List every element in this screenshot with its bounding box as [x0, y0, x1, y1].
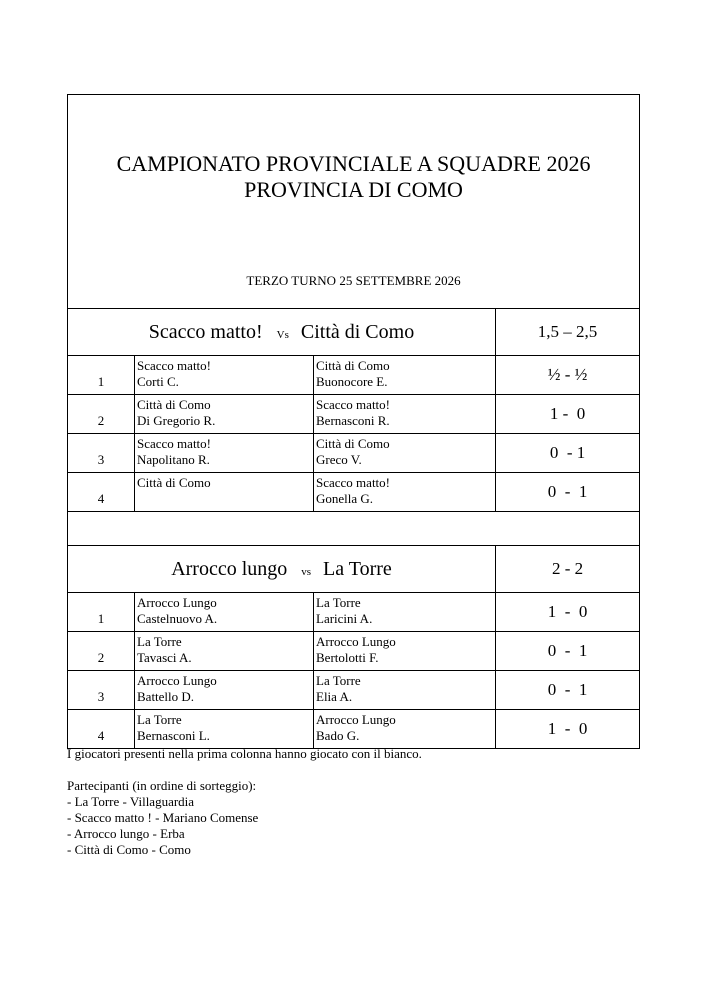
black-team: La Torre	[316, 673, 361, 688]
white-team: Città di Como	[137, 475, 211, 490]
page-title	[68, 151, 639, 203]
away-team: Città di Como	[300, 320, 415, 343]
board-row	[68, 632, 640, 671]
board-row	[68, 356, 640, 395]
match-header-1	[68, 309, 640, 356]
participant-item: - Arrocco lungo - Erba	[67, 826, 185, 841]
white-team: La Torre	[137, 634, 182, 649]
white-cell	[135, 671, 314, 710]
board-number: 2	[97, 650, 105, 665]
board-result: 0 - 1	[496, 473, 640, 512]
black-player: Bernasconi R.	[316, 413, 390, 428]
vs-label: vs	[301, 565, 312, 578]
white-team: Scacco matto!	[137, 436, 211, 451]
white-team: La Torre	[137, 712, 182, 727]
board-result: ½ - ½	[496, 356, 640, 395]
away-team: La Torre	[323, 557, 392, 580]
black-team: Città di Como	[316, 358, 390, 373]
board-number: 3	[97, 452, 105, 467]
white-player: Bernasconi L.	[137, 728, 210, 743]
participant-item: - Scacco matto ! - Mariano Comense	[67, 810, 259, 825]
white-player: Di Gregorio R.	[137, 413, 216, 428]
white-color-note: I giocatori presenti nella prima colonna hanno giocato con il bianco.	[67, 746, 422, 761]
white-team: Arrocco Lungo	[137, 595, 217, 610]
board-result: 0 - 1	[496, 671, 640, 710]
white-player: Corti C.	[137, 374, 179, 389]
black-cell	[314, 710, 496, 749]
board-result: 1 - 0	[496, 710, 640, 749]
participant-item: - La Torre - Villaguardia	[67, 794, 195, 809]
black-cell	[314, 395, 496, 434]
board-row	[68, 710, 640, 749]
spacer-row	[68, 512, 640, 546]
board-result: 0 - 1	[496, 434, 640, 473]
black-player: Greco V.	[316, 452, 362, 467]
board-number: 2	[97, 413, 105, 428]
board-result: 0 - 1	[496, 632, 640, 671]
board-result: 1 - 0	[496, 593, 640, 632]
black-cell	[314, 434, 496, 473]
white-team: Scacco matto!	[137, 358, 211, 373]
black-cell	[314, 356, 496, 395]
black-team: Città di Como	[316, 436, 390, 451]
white-cell	[135, 632, 314, 671]
white-team: Città di Como	[137, 397, 211, 412]
black-player: Laricini A.	[316, 611, 373, 626]
board-number: 1	[97, 611, 105, 626]
black-team: Scacco matto!	[316, 397, 390, 412]
board-row	[68, 395, 640, 434]
board-result: 1 - 0	[496, 395, 640, 434]
home-team: Arrocco lungo	[171, 557, 288, 580]
black-cell	[314, 473, 496, 512]
board-row	[68, 473, 640, 512]
participants-title: Partecipanti (in ordine di sorteggio):	[67, 778, 257, 793]
black-team: Scacco matto!	[316, 475, 390, 490]
white-cell	[135, 395, 314, 434]
header-cell	[68, 95, 640, 309]
black-cell	[314, 593, 496, 632]
white-player: Battello D.	[137, 689, 195, 704]
round-date: TERZO TURNO 25 SETTEMBRE 2026	[246, 272, 461, 288]
black-player: Buonocore E.	[316, 374, 388, 389]
white-player: Castelnuovo A.	[137, 611, 218, 626]
vs-label: Vs	[276, 328, 289, 341]
board-row	[68, 434, 640, 473]
black-player: Bertolotti F.	[316, 650, 379, 665]
notes-section	[67, 746, 422, 858]
white-team: Arrocco Lungo	[137, 673, 217, 688]
white-cell	[135, 356, 314, 395]
black-player: Gonella G.	[316, 491, 374, 506]
black-team: Arrocco Lungo	[316, 634, 396, 649]
white-cell	[135, 710, 314, 749]
white-cell	[135, 434, 314, 473]
board-number: 3	[97, 689, 105, 704]
black-cell	[314, 671, 496, 710]
black-player: Elia A.	[316, 689, 353, 704]
title-line-2: PROVINCIA DI COMO	[244, 176, 463, 202]
results-table	[67, 94, 640, 749]
board-row	[68, 671, 640, 710]
black-team: Arrocco Lungo	[316, 712, 396, 727]
board-number: 4	[97, 728, 105, 743]
white-player: Napolitano R.	[137, 452, 210, 467]
white-cell	[135, 593, 314, 632]
black-cell	[314, 632, 496, 671]
results-sheet	[67, 94, 639, 749]
match-score: 1,5 – 2,5	[496, 309, 640, 356]
black-player: Bado G.	[316, 728, 360, 743]
participant-item: - Città di Como - Como	[67, 842, 191, 857]
board-number: 4	[97, 491, 105, 506]
match-teams-2	[68, 546, 496, 593]
home-team: Scacco matto!	[148, 320, 263, 343]
black-team: La Torre	[316, 595, 361, 610]
title-line-1: CAMPIONATO PROVINCIALE A SQUADRE 2026	[116, 150, 591, 176]
board-number: 1	[97, 374, 105, 389]
white-cell	[135, 473, 314, 512]
match-teams-1	[68, 309, 496, 356]
board-row	[68, 593, 640, 632]
match-score: 2 - 2	[496, 546, 640, 593]
white-player: Tavasci A.	[137, 650, 192, 665]
match-header-2	[68, 546, 640, 593]
